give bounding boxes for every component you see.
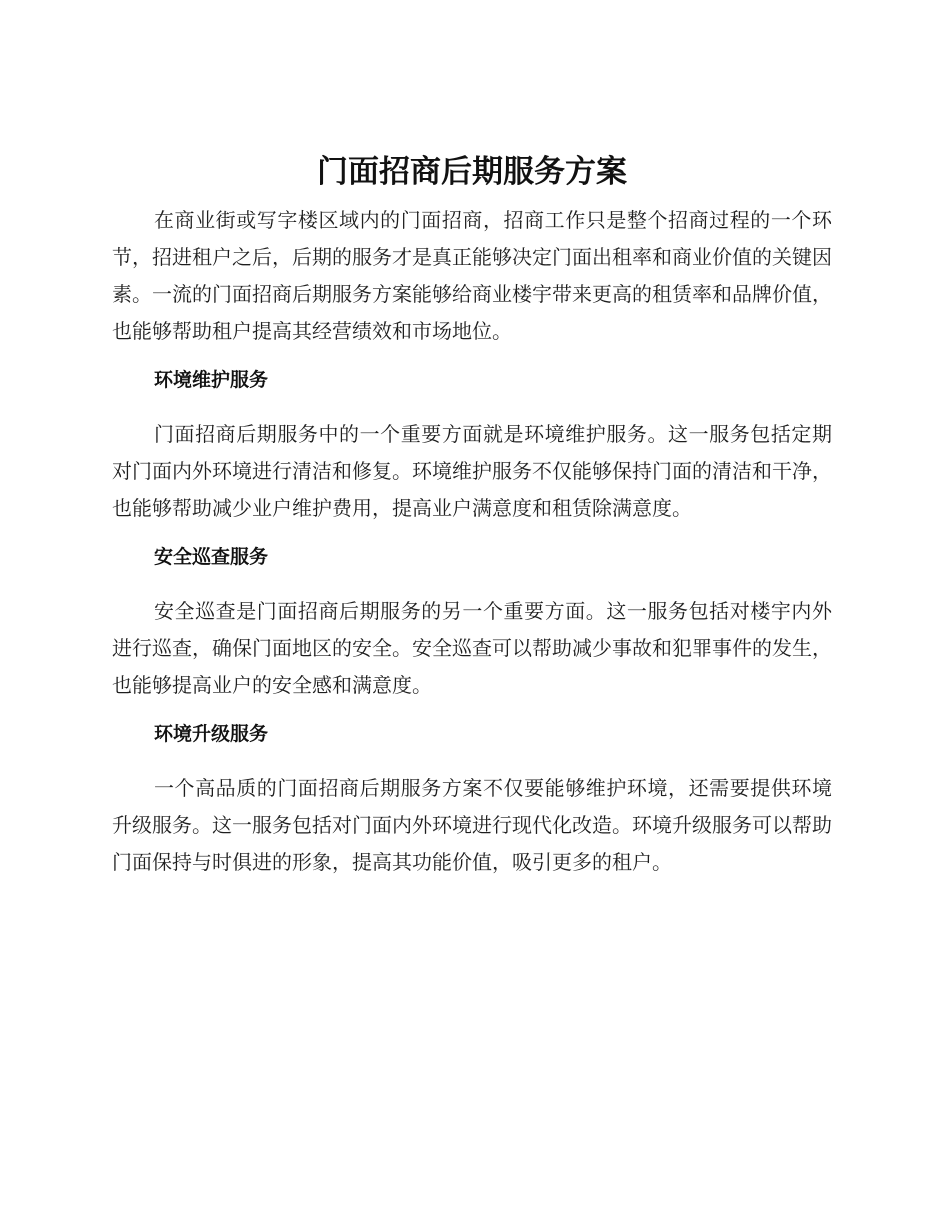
spacer bbox=[112, 350, 832, 366]
intro-paragraph: 在商业街或写字楼区域内的门面招商，招商工作只是整个招商过程的一个环节，招进租户之后，后期的服务才是真正能够决定门面出租率和商业价值的关键因素。一流的门面招商后期服务方案能够给商业楼宇带来更高的租赁率和品牌价值，也能够帮助租户提高其经营绩效和市场地位。 bbox=[112, 208, 832, 343]
section-body-security-patrol: 安全巡查是门面招商后期服务的另一个重要方面。这一服务包括对楼宇内外进行巡查，确保门面地区的安全。安全巡查可以帮助减少事故和犯罪事件的发生，也能够提高业户的安全感和满意度。 bbox=[112, 599, 832, 697]
section-heading-environment-upgrade: 环境升级服务 bbox=[154, 723, 269, 745]
section-body-environment-maintenance: 门面招商后期服务中的一个重要方面就是环境维护服务。这一服务包括定期对门面内外环境进行清洁和修复。环境维护服务不仅能够保持门面的清洁和干净，也能够帮助减少业户维护费用，提高业户满意度和租赁除满意度。 bbox=[112, 422, 832, 520]
spacer bbox=[112, 704, 832, 720]
spacer bbox=[112, 527, 832, 543]
spacer bbox=[112, 571, 832, 593]
document-body bbox=[112, 148, 832, 881]
section-body-environment-upgrade: 一个高品质的门面招商后期服务方案不仅要能够维护环境，还需要提供环境升级服务。这一服务包括对门面内外环境进行现代化改造。环境升级服务可以帮助门面保持与时俱进的形象，提高其功能价值，吸引更多的租户。 bbox=[112, 776, 832, 874]
section-heading-environment-maintenance: 环境维护服务 bbox=[154, 369, 269, 391]
document-title: 门面招商后期服务方案 bbox=[317, 154, 627, 190]
section-heading-security-patrol: 安全巡查服务 bbox=[154, 546, 269, 568]
spacer bbox=[112, 748, 832, 770]
spacer bbox=[112, 394, 832, 416]
